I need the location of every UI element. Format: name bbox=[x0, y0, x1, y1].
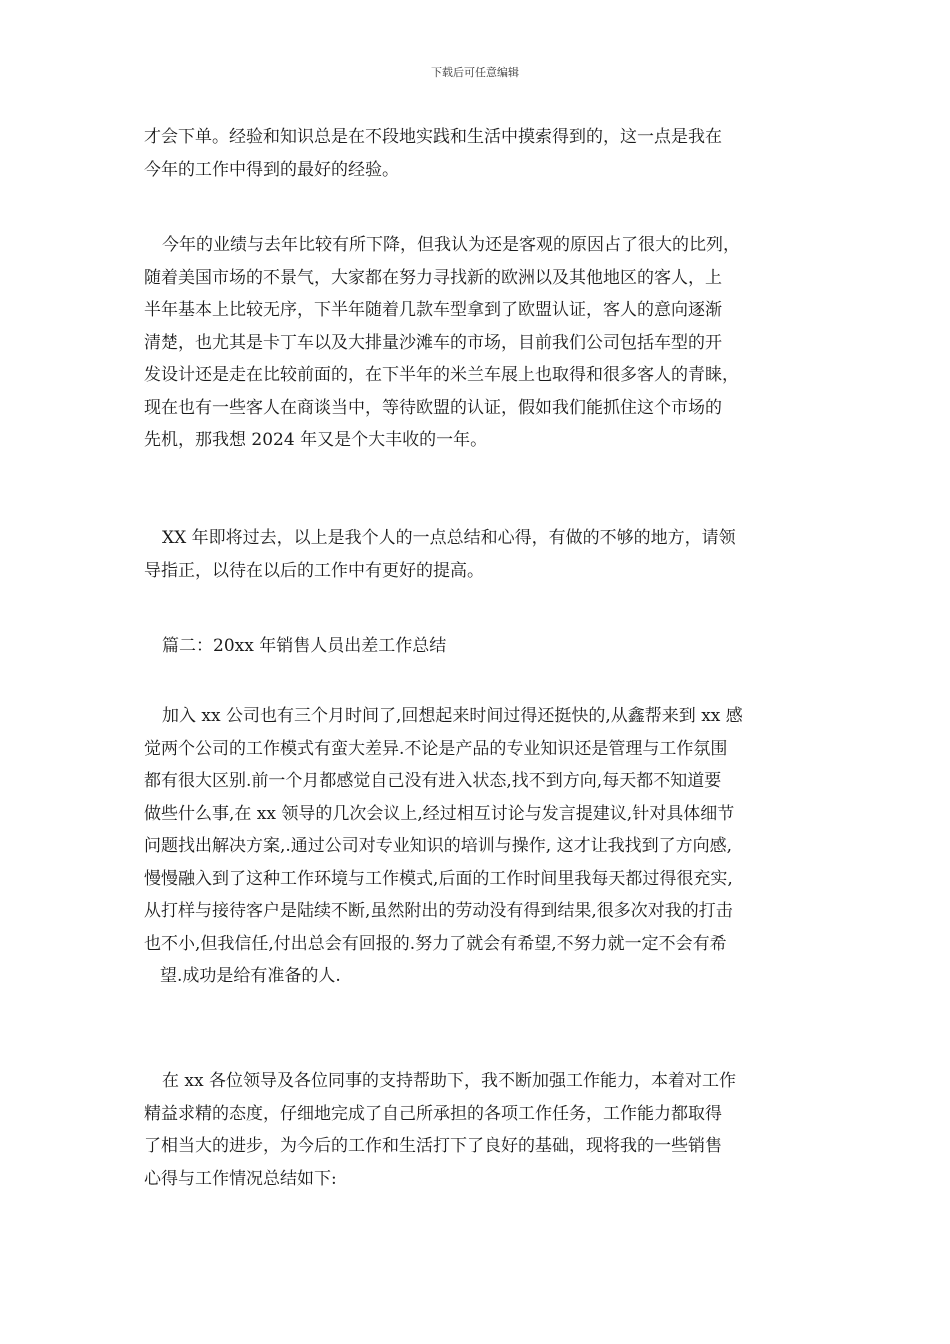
text-line: 问题找出解决方案,.通过公司对专业知识的培训与操作, 这才让我找到了方向感, bbox=[144, 836, 733, 856]
paragraph-5 bbox=[144, 700, 824, 993]
text-line: 也不小,但我信任,付出总会有回报的.努力了就会有希望,不努力就一定不会有希 bbox=[144, 933, 727, 954]
text-line: XX 年即将过去，以上是我个人的一点总结和心得，有做的不够的地方，请领 bbox=[162, 528, 736, 548]
text-line: 望.成功是给有准备的人. bbox=[160, 966, 341, 986]
text-line: 做些什么事,在 xx 领导的几次会议上,经过相互讨论与发言提建议,针对具体细节 bbox=[144, 803, 735, 824]
text-line: 今年的业绩与去年比较有所下降，但我认为还是客观的原因占了很大的比列， bbox=[162, 235, 740, 255]
text-line: 现在也有一些客人在商谈当中，等待欧盟的认证，假如我们能抓住这个市场的 bbox=[144, 397, 722, 418]
text-line: 加入 xx 公司也有三个月时间了,回想起来时间过得还挺快的,从鑫帮来到 xx 感 bbox=[162, 706, 743, 726]
text-line: 了相当大的进步，为今后的工作和生活打下了良好的基础，现将我的一些销售 bbox=[144, 1136, 722, 1156]
paragraph-6 bbox=[144, 1065, 824, 1195]
text-line: 导指正，以待在以后的工作中有更好的提高。 bbox=[144, 560, 484, 581]
text-line: 精益求精的态度，仔细地完成了自己所承担的各项工作任务，工作能力都取得 bbox=[144, 1103, 722, 1124]
text-line: 今年的工作中得到的最好的经验。 bbox=[144, 159, 399, 180]
text-line: 半年基本上比较无序，下半年随着几款车型拿到了欧盟认证，客人的意向逐渐 bbox=[144, 300, 722, 320]
text-line: 先机，那我想 2024 年又是个大丰收的一年。 bbox=[144, 430, 488, 450]
text-line: 从打样与接待客户是陆续不断,虽然附出的劳动没有得到结果,很多次对我的打击 bbox=[144, 901, 733, 921]
text-line: 慢慢融入到了这种工作环境与工作模式,后面的工作时间里我每天都过得很充实, bbox=[144, 868, 733, 889]
text-line: 觉两个公司的工作模式有蛮大差异.不论是产品的专业知识还是管理与工作氛围 bbox=[144, 738, 728, 759]
section-title: 篇二：20xx 年销售人员出差工作总结 bbox=[162, 636, 447, 656]
text-line: 在 xx 各位领导及各位同事的支持帮助下，我不断加强工作能力，本着对工作 bbox=[162, 1071, 736, 1091]
text-line: 才会下单。经验和知识总是在不段地实践和生活中摸索得到的，这一点是我在 bbox=[144, 127, 722, 147]
section-heading bbox=[144, 630, 824, 663]
paragraph-1 bbox=[144, 121, 824, 186]
text-line: 清楚，也尤其是卡丁车以及大排量沙滩车的市场，目前我们公司包括车型的开 bbox=[144, 332, 722, 353]
paragraph-3 bbox=[144, 522, 824, 587]
text-line: 发设计还是走在比较前面的，在下半年的米兰车展上也取得和很多客人的青睐， bbox=[144, 365, 739, 385]
text-line: 随着美国市场的不景气，大家都在努力寻找新的欧洲以及其他地区的客人，上 bbox=[144, 267, 722, 288]
text-line: 都有很大区别.前一个月都感觉自己没有进入状态,找不到方向,每天都不知道要 bbox=[144, 771, 722, 791]
text-line: 心得与工作情况总结如下: bbox=[144, 1168, 337, 1189]
page-header: 下载后可任意编辑 bbox=[431, 66, 519, 79]
paragraph-2 bbox=[144, 229, 824, 457]
